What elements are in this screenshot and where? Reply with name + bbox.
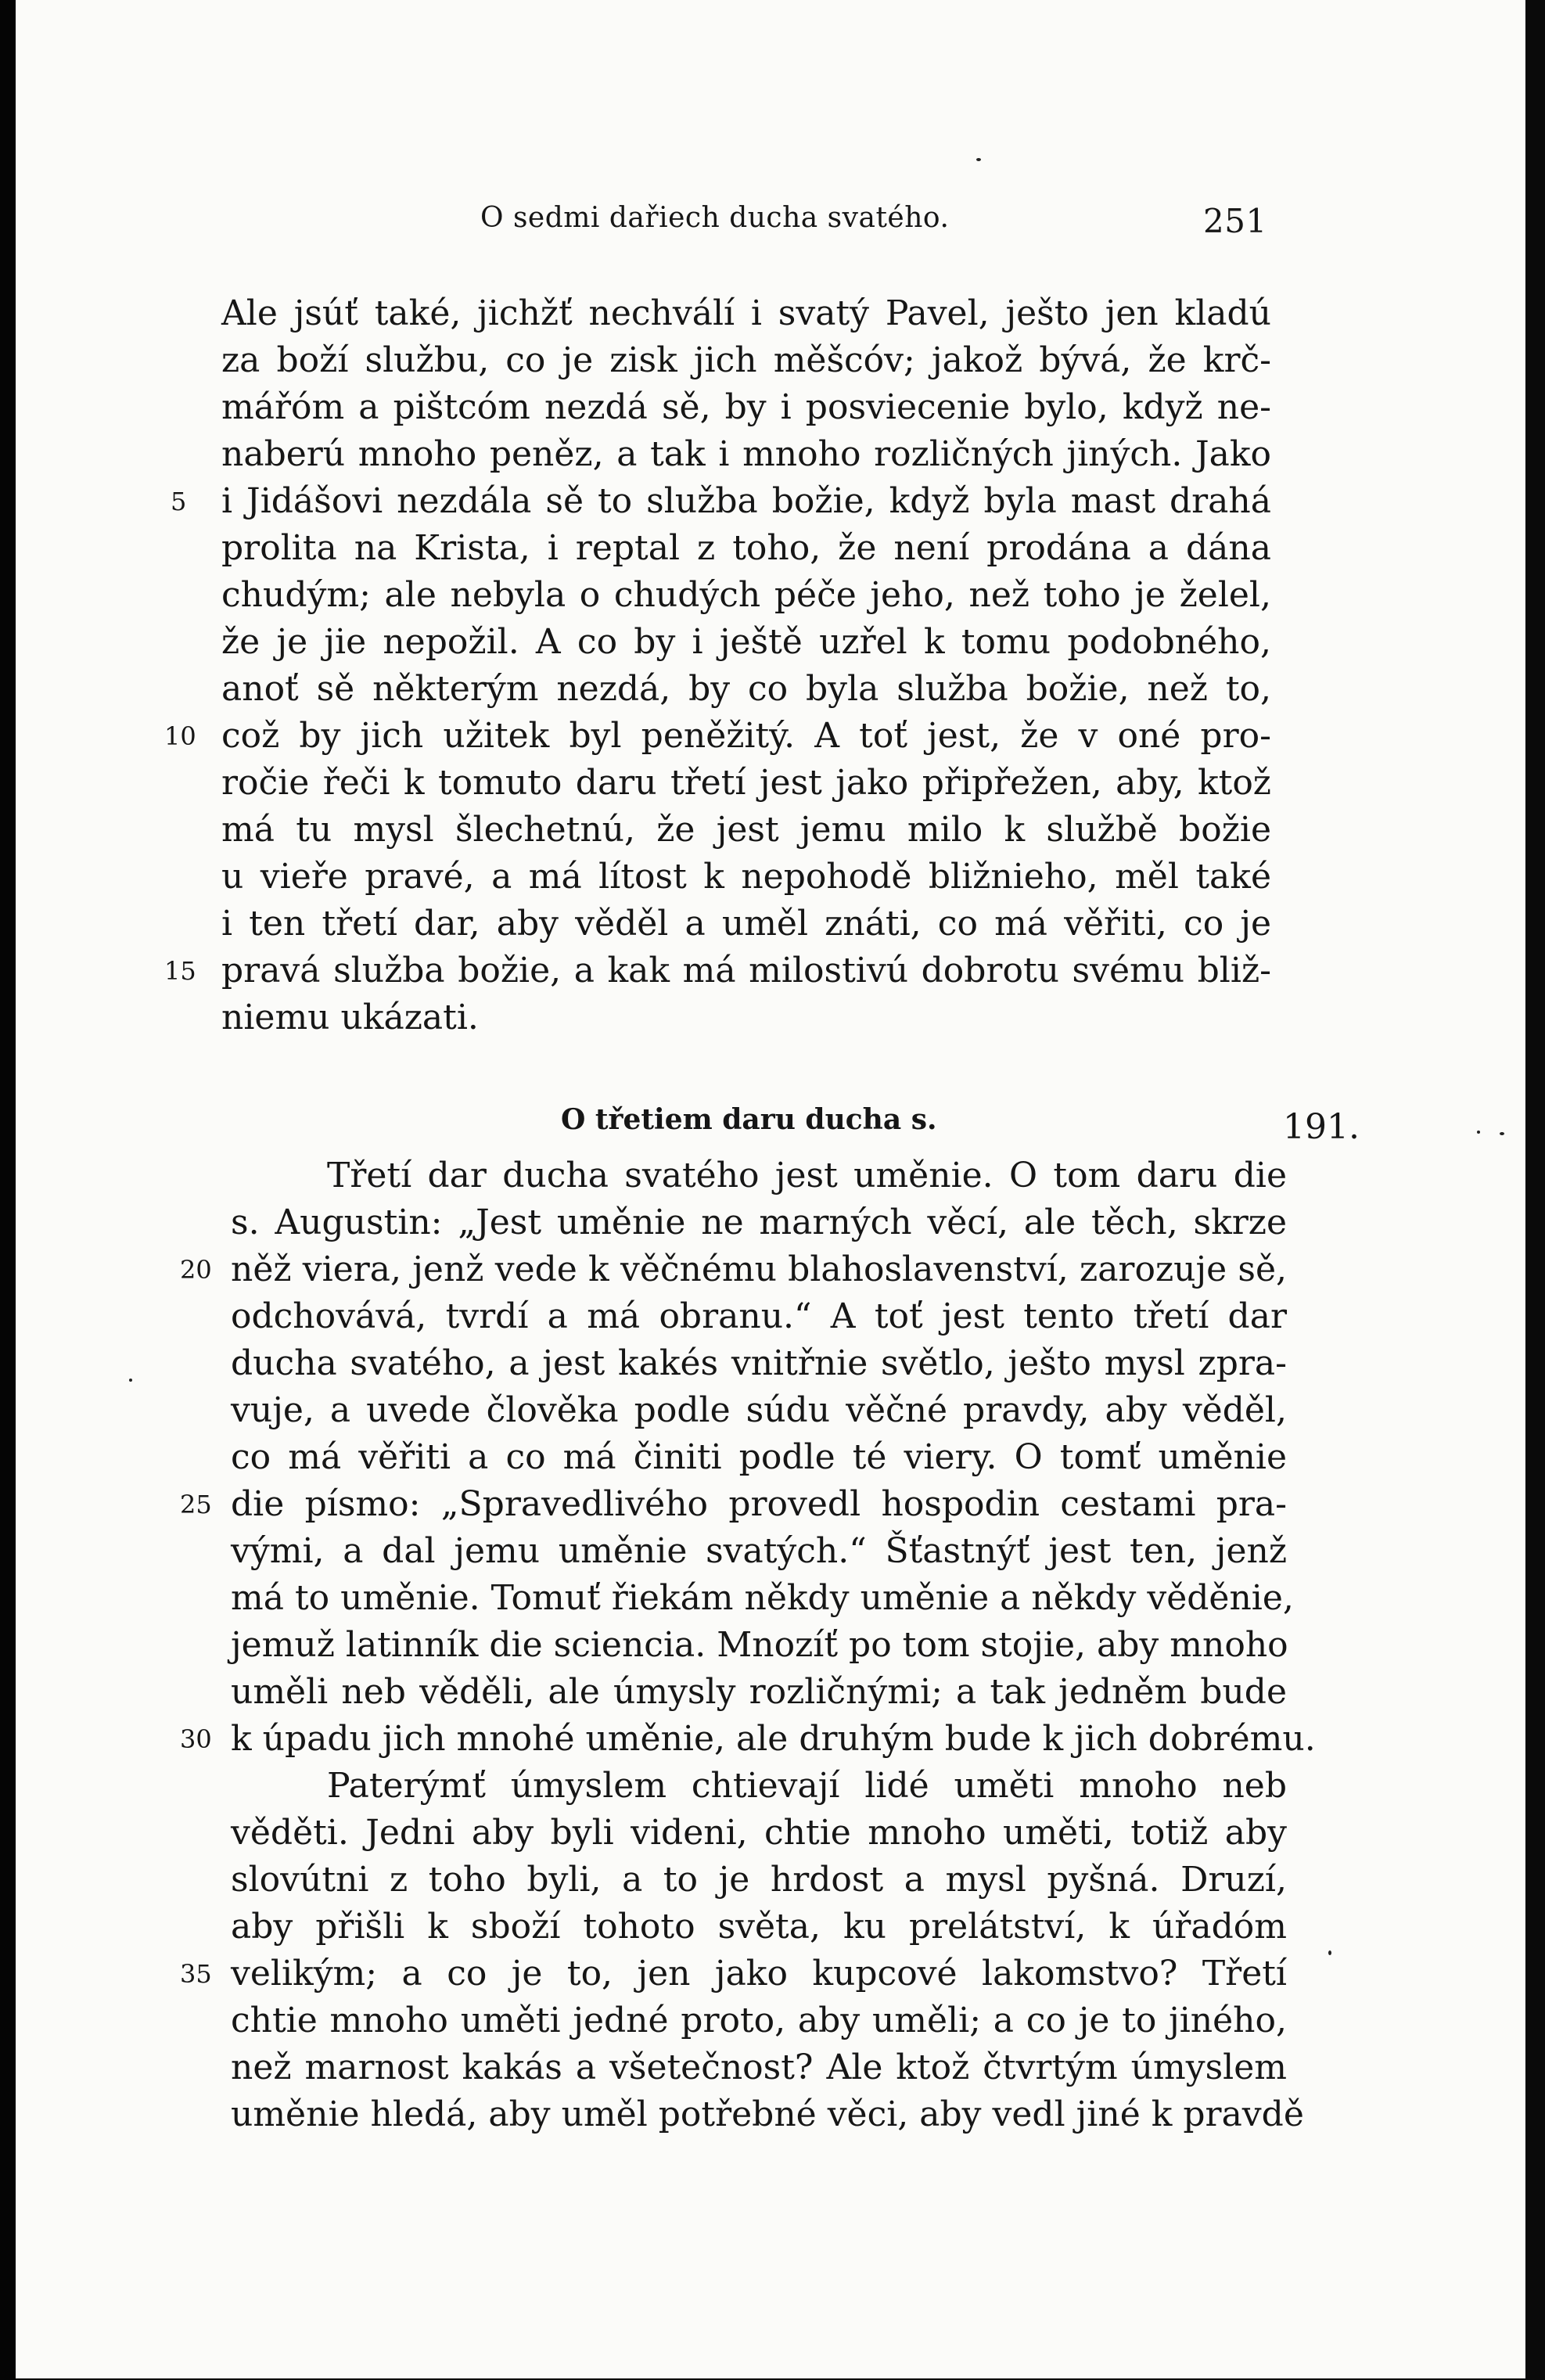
scan-speck [1328, 1950, 1331, 1955]
scan-speck [1500, 1132, 1504, 1135]
text-line: slovútni z toho byli, a to je hrdost a mysl pyšná. Druzí, [231, 1860, 1287, 1900]
text-line: prolita na Krista, i reptal z toho, že není prodána a dána [221, 528, 1271, 568]
line-number: 25 [180, 1490, 212, 1519]
line-number: 15 [164, 956, 196, 986]
text-line: anoť sě některým nezdá, by co byla služba božie, než to, [221, 669, 1271, 709]
text-line: mářóm a pištcóm nezdá sě, by i posviecenie bylo, když ne- [221, 387, 1271, 427]
text-line: die písmo: „Spravedlivého provedl hospodin cestami pra- [231, 1484, 1287, 1524]
text-line: naberú mnoho peněz, a tak i mnoho rozličných jiných. Jako [221, 434, 1271, 474]
text-line: že je jie nepožil. A co by i ještě uzřel k tomu podobného, [221, 622, 1271, 662]
text-line: Třetí dar ducha svatého jest uměnie. O tom daru die [327, 1156, 1287, 1195]
section-heading: O třetiem daru ducha s. [561, 1103, 937, 1136]
text-line: než marnost kakás a všetečnost? Ale ktož čtvrtým úmyslem [231, 2047, 1287, 2087]
text-line: ducha svatého, a jest kakés vnitřnie světlo, ješto mysl zpra- [231, 1343, 1287, 1383]
book-page [16, 0, 1525, 2378]
text-line: má to uměnie. Tomuť řiekám někdy uměnie a někdy věděnie, [231, 1578, 1294, 1618]
text-line: něž viera, jenž vede k věčnému blahoslavenství, zarozuje sě, [231, 1249, 1287, 1289]
text-line: za boží službu, co je zisk jich měšcóv; jakož bývá, že krč- [221, 340, 1271, 380]
text-line: i ten třetí dar, aby věděl a uměl znáti, co má věřiti, co je [221, 904, 1271, 944]
text-line: chudým; ale nebyla o chudých péče jeho, než toho je želel, [221, 575, 1271, 615]
scan-speck [976, 158, 981, 161]
text-line: co má věřiti a co má činiti podle té viery. O tomť uměnie [231, 1437, 1287, 1477]
text-line: ročie řeči k tomuto daru třetí jest jako připřežen, aby, ktož [221, 763, 1271, 803]
text-line: velikým; a co je to, jen jako kupcové lakomstvo? Třetí [231, 1954, 1287, 1994]
scan-speck [129, 1379, 132, 1382]
margin-number: 191. [1283, 1107, 1360, 1147]
text-line: u vieře pravé, a má lítost k nepohodě bližnieho, měl také [221, 857, 1271, 897]
text-line: vuje, a uvede člověka podle súdu věčné pravdy, aby věděl, [231, 1390, 1287, 1430]
running-title: O sedmi dařiech ducha svatého. [480, 202, 950, 234]
text-line: což by jich užitek byl peněžitý. A toť jest, že v oné pro- [221, 716, 1271, 756]
line-number: 30 [180, 1724, 212, 1754]
text-line: má tu mysl šlechetnú, že jest jemu milo k službě božie [221, 810, 1271, 850]
text-line: vými, a dal jemu uměnie svatých.“ Šťastnýť jest ten, jenž [231, 1531, 1287, 1571]
text-line: uměnie hledá, aby uměl potřebné věci, aby vedl jiné k pravdě [231, 2094, 1304, 2134]
text-line: uměli neb věděli, ale úmysly rozličnými; a tak jedněm bude [231, 1672, 1287, 1712]
page-number: 251 [1203, 202, 1267, 240]
text-line: aby přišli k sboží tohoto světa, ku prelátství, k úřadóm [231, 1907, 1287, 1947]
text-line: odchovává, tvrdí a má obranu.“ A toť jest tento třetí dar [231, 1296, 1287, 1336]
scan-border [1525, 0, 1545, 2380]
text-line: niemu ukázati. [221, 998, 479, 1037]
text-line: k úpadu jich mnohé uměnie, ale druhým bude k jich dobrému. [231, 1719, 1316, 1759]
line-number: 35 [180, 1959, 212, 1989]
line-number: 5 [171, 487, 187, 516]
line-number: 20 [180, 1255, 212, 1285]
scan-speck [1477, 1131, 1480, 1134]
text-line: Ale jsúť také, jichžť nechválí i svatý Pavel, ješto jen kladú [221, 293, 1271, 333]
text-line: chtie mnoho uměti jedné proto, aby uměli; a co je to jiného, [231, 2001, 1287, 2040]
text-line: s. Augustin: „Jest uměnie ne marných věcí, ale těch, skrze [231, 1203, 1287, 1242]
text-line: pravá služba božie, a kak má milostivú dobrotu svému bliž- [221, 951, 1271, 990]
text-line: Paterýmť úmyslem chtievají lidé uměti mnoho neb [327, 1766, 1287, 1806]
text-line: věděti. Jedni aby byli videni, chtie mnoho uměti, totiž aby [231, 1813, 1287, 1853]
text-line: jemuž latinník die sciencia. Mnozíť po tom stojie, aby mnoho [231, 1625, 1288, 1665]
text-line: i Jidášovi nezdála sě to služba božie, když byla mast drahá [221, 481, 1271, 521]
line-number: 10 [164, 721, 196, 751]
